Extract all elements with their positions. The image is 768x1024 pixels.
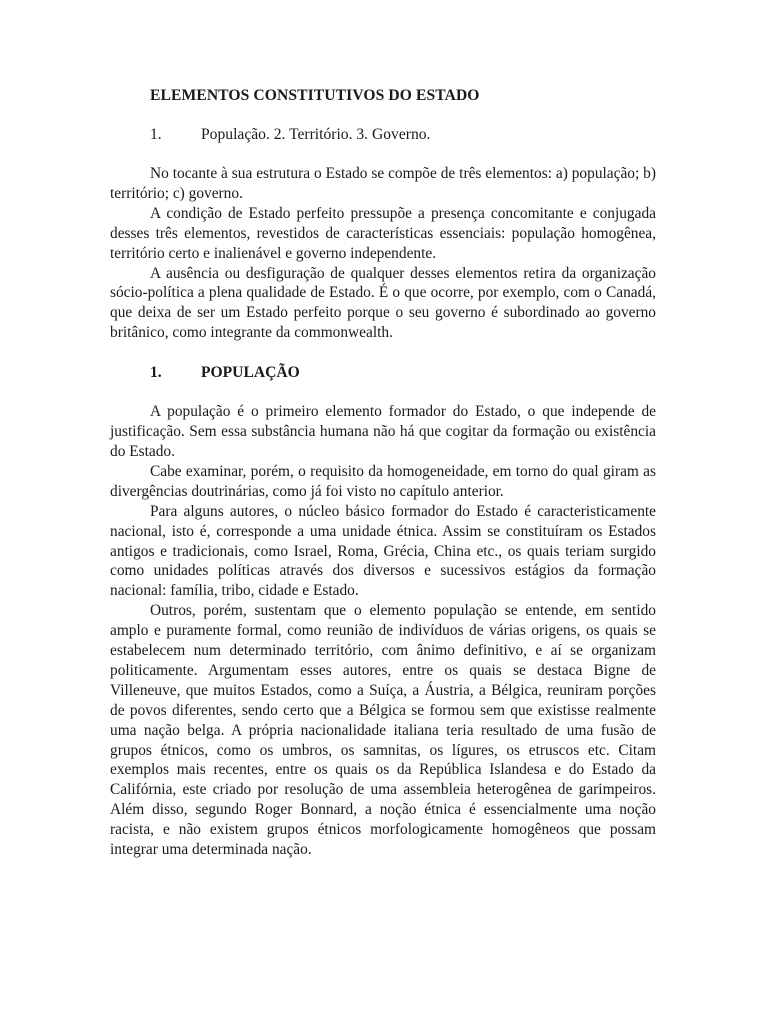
section-title: POPULAÇÃO <box>201 364 300 382</box>
outline-line <box>110 125 656 145</box>
intro-paragraph-3: A ausência ou desfiguração de qualquer desses elementos retira da organização sócio-política a plena qualidade de Estado. É o que ocorre, por exemplo, com o Canadá, que deixa de ser um Estado perfeito porque o seu governo é subordinado ao governo britânico, como integrante da commonwealth. <box>110 264 656 342</box>
outline-number: 1. <box>150 126 162 143</box>
intro-paragraph-2: A condição de Estado perfeito pressupõe a presença concomitante e conjugada desses três elementos, revestidos de características essenciais: população homogênea, território certo e inalienável e governo independente. <box>110 204 656 262</box>
intro-section <box>110 164 656 343</box>
outline-text: População. 2. Território. 3. Governo. <box>201 126 431 143</box>
document-title: ELEMENTOS CONSTITUTIVOS DO ESTADO <box>150 87 480 104</box>
section-paragraph-4: Outros, porém, sustentam que o elemento população se entende, em sentido amplo e puramente formal, como reunião de indivíduos de várias origens, os quais se estabelecem num determinado território, com ânimo definitivo, e aí se organizam politicamente. Argumentam esses autores, entre os quais se destaca Bigne de Villeneuve, que muitos Estados, como a Suíça, a Áustria, a Bélgica, reuniram porções de povos diferentes, sendo certo que a Bélgica se formou sem que existisse realmente uma nação belga. A própria nacionalidade italiana teria resultado de uma fusão de grupos étnicos, como os umbros, os samnitas, os lígures, os etruscos etc. Citam exemplos mais recentes, entre os quais os da República Islandesa e do Estado da Califórnia, este criado por resolução de uma assembleia heterogênea de garimpeiros. Além disso, segundo Roger Bonnard, a noção étnica é essencialmente uma noção racista, e não existem grupos étnicos morfologicamente homogêneos que possam integrar uma determinada nação. <box>110 602 656 859</box>
section-heading <box>110 363 656 383</box>
section-number: 1. <box>150 364 162 382</box>
section-paragraph-2: Cabe examinar, porém, o requisito da homogeneidade, em torno do qual giram as divergências doutrinárias, como já foi visto no capítulo anterior. <box>110 462 656 500</box>
section-paragraph-3: Para alguns autores, o núcleo básico formador do Estado é caracteristicamente nacional, isto é, corresponde a uma unidade étnica. Assim se constituíram os Estados antigos e tradicionais, como Israel, Roma, Grécia, China etc., os quais teriam surgido como unidades políticas através dos diversos e sucessivos estágios da formação nacional: família, tribo, cidade e Estado. <box>110 502 656 600</box>
section-paragraph-1: A população é o primeiro elemento formador do Estado, o que independe de justificação. Sem essa substância humana não há que cogitar da formação ou existência do Estado. <box>110 403 656 460</box>
intro-paragraph-1: No tocante à sua estrutura o Estado se compõe de três elementos: a) população; b) território; c) governo. <box>110 165 656 202</box>
section-body <box>110 402 656 860</box>
